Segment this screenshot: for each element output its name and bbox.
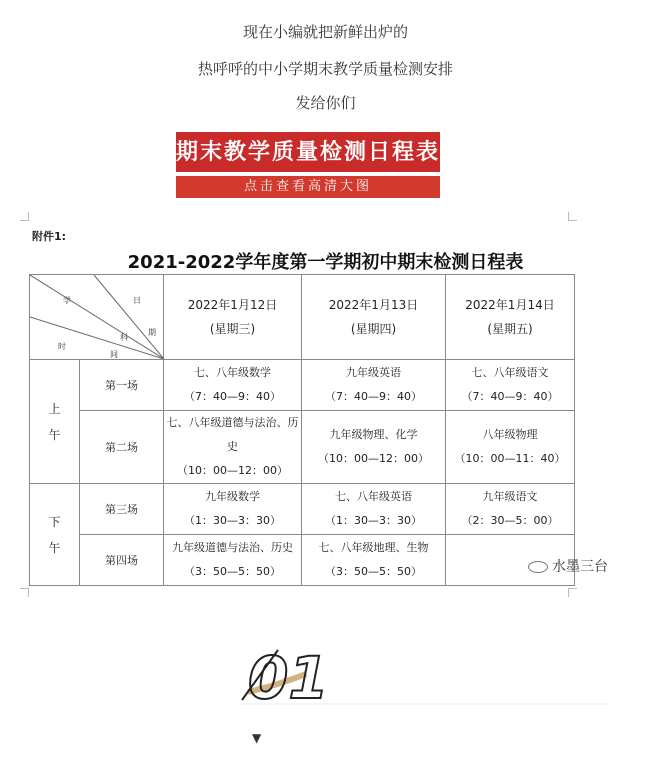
corner-label-qi: 期 — [148, 328, 156, 337]
exam-subject: 七、八年级地理、生物 — [318, 541, 429, 554]
exam-subject: 七、八年级英语 — [335, 490, 412, 503]
page-corner-mark — [20, 588, 29, 597]
exam-cell — [164, 484, 302, 535]
exam-time: （10：00—12：00） — [177, 464, 288, 477]
watermark — [528, 556, 608, 576]
exam-cell — [164, 411, 302, 484]
diagonal-header-cell — [30, 275, 164, 360]
schedule-banner[interactable] — [176, 132, 440, 198]
exam-time: （10：00—12：00） — [318, 452, 429, 465]
exam-subject: 七、八年级数学 — [194, 366, 271, 379]
table-row — [30, 411, 575, 484]
section-number-graphic — [238, 630, 608, 714]
watermark-text: 水墨三台 — [552, 559, 608, 575]
exam-subject: 九年级英语 — [346, 366, 401, 379]
day-weekday: (星期四) — [350, 322, 397, 336]
exam-subject: 九年级数学 — [205, 490, 260, 503]
half-day-morning — [30, 360, 80, 484]
down-triangle-icon: ▼ — [252, 731, 262, 745]
corner-label-ke: 科 — [120, 333, 128, 342]
day-date: 2022年1月14日 — [465, 298, 555, 312]
exam-subject: 七、八年级语文 — [471, 366, 549, 379]
exam-subject: 九年级物理、化学 — [329, 428, 418, 441]
section-number: 01 — [248, 644, 329, 712]
day-header-3 — [446, 275, 575, 360]
exam-time: （7：40—9：40） — [325, 390, 422, 403]
corner-label-xue: 学 — [63, 296, 71, 305]
exam-time: （7：40—9：40） — [461, 390, 559, 403]
exam-cell — [302, 360, 446, 411]
page-corner-mark — [568, 212, 577, 221]
half-label-top: 下 — [48, 514, 61, 529]
corner-label-shi: 时 — [58, 342, 66, 351]
table-row — [30, 535, 575, 586]
exam-cell — [446, 484, 575, 535]
exam-cell — [302, 535, 446, 586]
banner-title: 期末教学质量检测日程表 — [176, 132, 440, 172]
section-number-decoration — [238, 630, 608, 714]
document-title: 2021-2022学年度第一学期初中期末检测日程表 — [127, 252, 524, 273]
half-label-top: 上 — [48, 401, 61, 416]
wechat-logo-icon — [528, 561, 548, 573]
exam-subject: 八年级物理 — [482, 428, 538, 441]
session-name: 第四场 — [80, 535, 164, 586]
intro-line-3: 发给你们 — [295, 94, 356, 112]
session-name: 第二场 — [80, 411, 164, 484]
exam-subject: 七、八年级道德与法治、历史 — [166, 416, 299, 453]
exam-subject: 九年级语文 — [482, 490, 538, 503]
table-header-row — [30, 275, 575, 360]
intro-line-2: 热呼呼的中小学期末教学质量检测安排 — [197, 60, 453, 78]
banner-subtitle-link[interactable]: 点击查看高清大图 — [176, 176, 440, 198]
session-name: 第三场 — [80, 484, 164, 535]
intro-line-1: 现在小编就把新鲜出炉的 — [242, 23, 408, 41]
page-corner-mark — [20, 212, 29, 221]
day-date: 2022年1月13日 — [328, 298, 419, 312]
exam-cell — [164, 360, 302, 411]
exam-time: （10：00—11：40） — [454, 452, 566, 465]
half-label-bottom: 午 — [48, 540, 61, 555]
day-date: 2022年1月12日 — [187, 298, 278, 312]
half-day-afternoon — [30, 484, 80, 586]
corner-label-jian: 间 — [110, 350, 118, 359]
exam-cell — [302, 484, 446, 535]
session-name: 第一场 — [80, 360, 164, 411]
exam-time: （1：30—3：30） — [184, 514, 281, 527]
table-row — [30, 360, 575, 411]
exam-time: （3：50—5：50） — [184, 565, 281, 578]
attachment-label: 附件1: — [32, 230, 67, 243]
exam-cell — [446, 360, 575, 411]
exam-cell — [164, 535, 302, 586]
day-weekday: (星期三) — [209, 322, 256, 336]
day-header-2 — [302, 275, 446, 360]
exam-subject: 九年级道德与法治、历史 — [172, 541, 293, 554]
exam-cell — [446, 411, 575, 484]
half-label-bottom: 午 — [48, 427, 61, 442]
exam-cell — [302, 411, 446, 484]
table-row — [30, 484, 575, 535]
day-header-1 — [164, 275, 302, 360]
page-corner-mark — [568, 588, 577, 597]
exam-time: （3：50—5：50） — [325, 565, 422, 578]
exam-schedule-table — [29, 274, 575, 586]
diagonal-lines — [30, 275, 164, 359]
corner-label-ri: 日 — [133, 296, 141, 305]
exam-time: （2：30—5：00） — [461, 514, 559, 527]
exam-time: （1：30—3：30） — [325, 514, 422, 527]
exam-time: （7：40—9：40） — [184, 390, 281, 403]
day-weekday: (星期五) — [487, 322, 533, 336]
